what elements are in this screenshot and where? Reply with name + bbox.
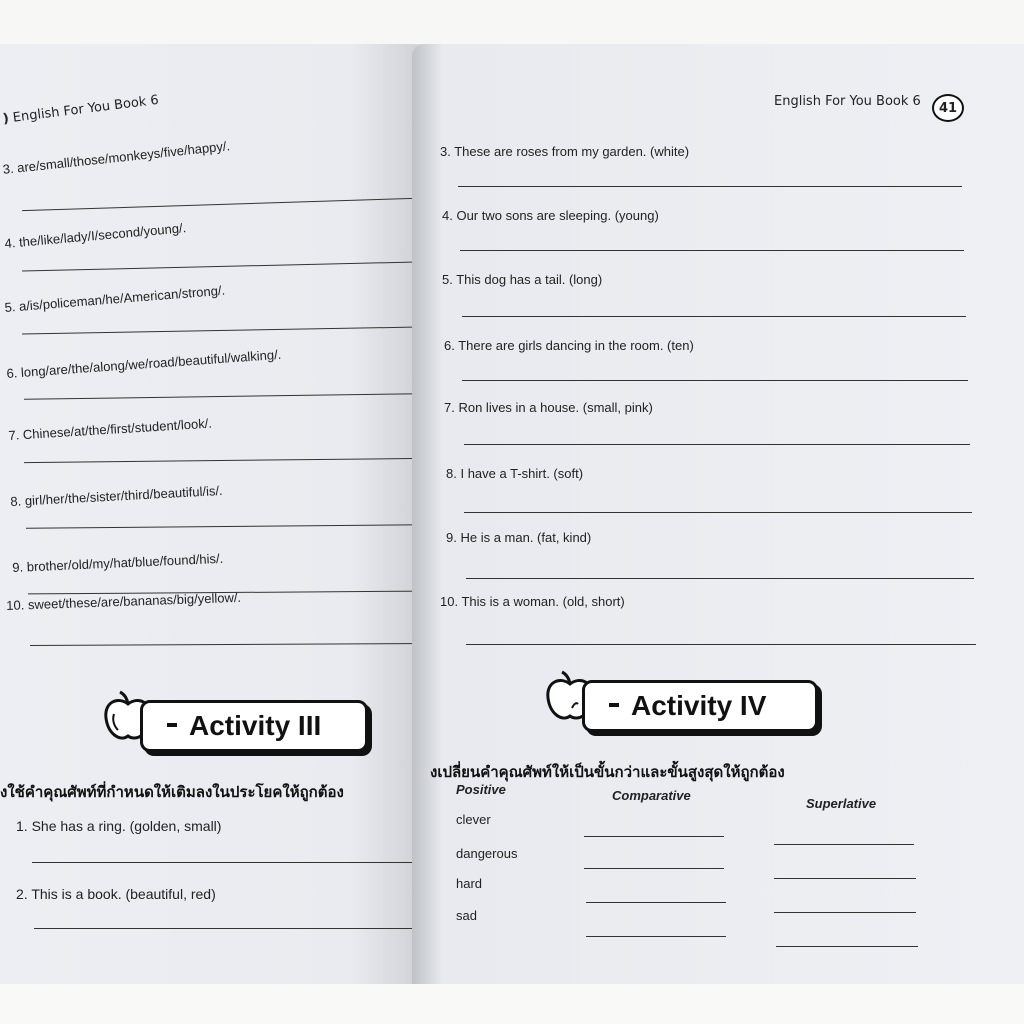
question-text: long/are/the/along/we/road/beautiful/walking/.	[20, 346, 282, 380]
question-text: sweet/these/are/bananas/big/yellow/.	[27, 589, 242, 613]
question-text: are/small/those/monkeys/five/happy/.	[16, 138, 231, 176]
question-number: 3.	[440, 144, 451, 159]
question-number: 5.	[4, 299, 16, 315]
comparative-answer-line[interactable]	[586, 902, 726, 903]
column-positive: Positive	[456, 782, 506, 797]
answer-line[interactable]	[34, 928, 438, 929]
question-number: 7.	[444, 400, 455, 415]
question-number: 2.	[16, 886, 28, 902]
answer-line[interactable]	[22, 262, 416, 272]
left-page-header: ) English For You Book 6	[2, 92, 160, 127]
left-page	[0, 44, 438, 984]
activity-title: Activity IV	[631, 690, 767, 721]
question-text: I have a T-shirt. (soft)	[460, 466, 584, 481]
superlative-answer-line[interactable]	[776, 946, 918, 947]
question-number: 4.	[442, 208, 453, 223]
question-number: 7.	[8, 427, 20, 443]
question-number: 8.	[10, 493, 22, 509]
question-text: a/is/policeman/he/American/strong/.	[18, 282, 226, 314]
page-number: 41	[938, 100, 958, 116]
right-question-9	[446, 530, 591, 545]
question-text: brother/old/my/hat/blue/found/his/.	[26, 550, 224, 575]
question-text: There are girls dancing in the room. (ten)	[458, 338, 694, 353]
answer-line[interactable]	[460, 250, 964, 251]
right-question-6	[444, 338, 694, 353]
column-superlative: Superlative	[806, 796, 877, 811]
answer-line[interactable]	[458, 186, 962, 187]
activity-question-2	[16, 886, 216, 902]
question-number: 9.	[12, 559, 24, 575]
answer-line[interactable]	[466, 578, 974, 579]
right-page-header: English For You Book 6	[774, 94, 921, 109]
question-text: Ron lives in a house. (small, pink)	[458, 400, 653, 415]
question-number: 9.	[446, 530, 457, 545]
question-number: 4.	[4, 235, 17, 251]
word-sad: sad	[456, 908, 477, 923]
right-question-8	[446, 466, 583, 481]
open-book	[0, 44, 1024, 984]
right-page	[412, 44, 1024, 984]
question-text: This dog has a tail. (long)	[456, 272, 603, 287]
dash-icon	[167, 723, 177, 727]
page-number-badge	[932, 94, 964, 122]
superlative-answer-line[interactable]	[774, 878, 916, 879]
activity-iv-banner	[582, 680, 818, 732]
activity-title: Activity III	[189, 710, 322, 741]
question-text: Chinese/at/the/first/student/look/.	[22, 415, 213, 443]
answer-line[interactable]	[24, 393, 420, 400]
question-number: 3.	[2, 160, 15, 177]
left-question-8	[10, 483, 223, 509]
right-question-7	[444, 400, 653, 415]
comparative-answer-line[interactable]	[584, 836, 724, 837]
answer-line[interactable]	[24, 458, 422, 463]
answer-line[interactable]	[22, 198, 414, 211]
superlative-answer-line[interactable]	[774, 912, 916, 913]
right-question-5	[442, 272, 602, 287]
question-text: She has a ring. (golden, small)	[31, 818, 222, 834]
question-text: the/like/lady/I/second/young/.	[18, 220, 187, 250]
left-question-7	[8, 416, 212, 443]
question-number: 10.	[6, 597, 25, 613]
question-text: girl/her/the/sister/third/beautiful/is/.	[24, 482, 223, 509]
left-question-6	[6, 347, 282, 381]
question-text: Our two sons are sleeping. (young)	[456, 208, 659, 223]
comparative-answer-line[interactable]	[586, 936, 726, 937]
superlative-answer-line[interactable]	[774, 844, 914, 845]
right-question-4	[442, 208, 659, 223]
word-dangerous: dangerous	[456, 846, 518, 861]
word-hard: hard	[456, 876, 483, 891]
column-comparative: Comparative	[612, 788, 691, 803]
word-clever: clever	[456, 812, 491, 827]
table-surface	[0, 984, 1024, 1024]
left-header-text: English For You Book 6	[12, 92, 160, 126]
dash-icon	[609, 703, 619, 707]
answer-line[interactable]	[22, 327, 418, 335]
question-number: 6.	[6, 365, 18, 381]
left-question-5	[4, 283, 226, 315]
question-text: This is a book. (beautiful, red)	[31, 886, 216, 902]
answer-line[interactable]	[32, 862, 438, 863]
activity-instruction: งใช้คำคุณศัพท์ที่กำหนดให้เติมลงในประโยคให้ถูกต้อง	[0, 783, 344, 801]
answer-line[interactable]	[464, 444, 970, 445]
answer-line[interactable]	[462, 316, 966, 317]
question-number: 6.	[444, 338, 455, 353]
answer-line[interactable]	[26, 524, 424, 528]
left-question-9	[12, 551, 223, 575]
answer-line[interactable]	[30, 643, 430, 646]
answer-line[interactable]	[466, 644, 976, 645]
left-question-3	[2, 138, 231, 177]
question-text: He is a man. (fat, kind)	[460, 530, 592, 545]
question-text: These are roses from my garden. (white)	[454, 144, 690, 159]
right-question-10	[440, 594, 625, 609]
answer-line[interactable]	[464, 512, 972, 513]
left-question-4	[4, 220, 187, 251]
right-question-3	[440, 144, 689, 159]
activity-iii-banner	[140, 700, 368, 752]
question-number: 8.	[446, 466, 457, 481]
activity-question-1	[16, 818, 221, 834]
question-number: 10.	[440, 594, 459, 609]
question-number: 1.	[16, 818, 28, 834]
question-text: This is a woman. (old, short)	[461, 594, 625, 609]
answer-line[interactable]	[462, 380, 968, 381]
question-number: 5.	[442, 272, 453, 287]
activity-instruction: งเปลี่ยนคำคุณศัพท์ให้เป็นขั้นกว่าและขั้นสูงสุดให้ถูกต้อง	[430, 763, 785, 781]
comparative-answer-line[interactable]	[584, 868, 724, 869]
